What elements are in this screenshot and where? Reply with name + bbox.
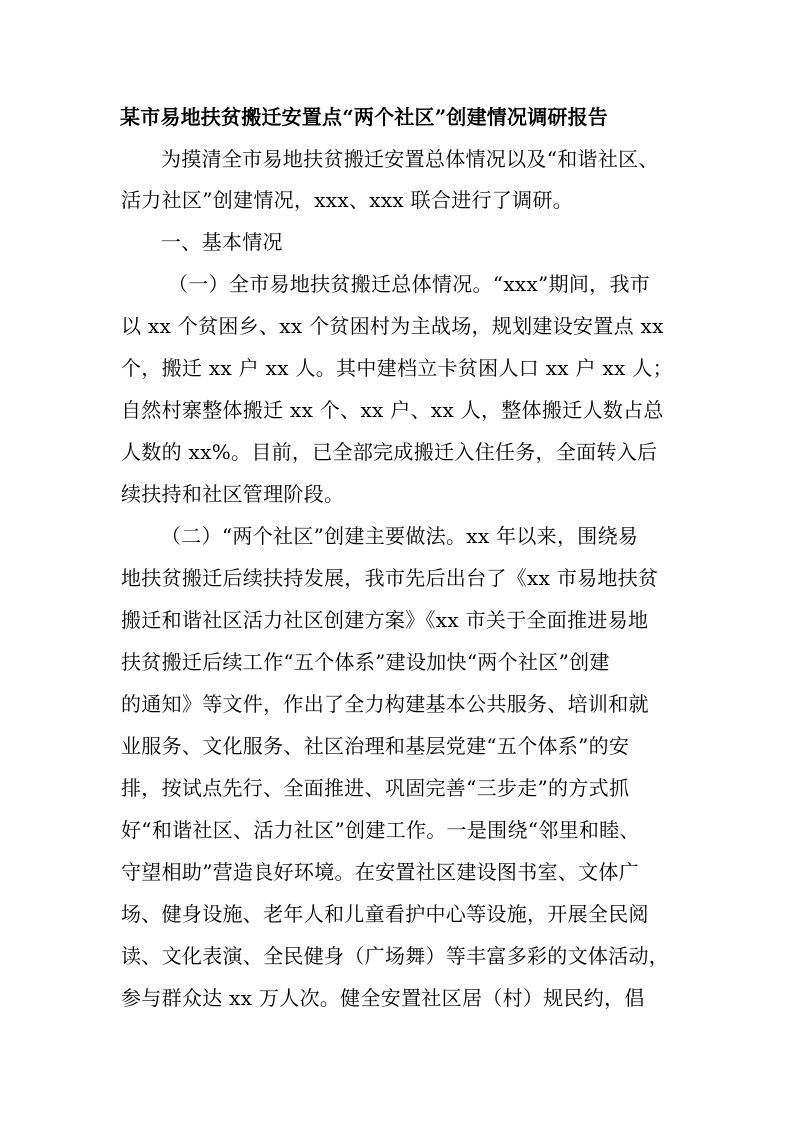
paragraph-line: （二）“两个社区”创建主要做法。xx 年以来，围绕易 xyxy=(161,524,639,548)
paragraph-line: 个，搬迁 xx 户 xx 人。其中建档立卡贫困人口 xx 户 xx 人； xyxy=(121,356,673,380)
paragraph-line: （一）全市易地扶贫搬迁总体情况。“xxx”期间，我市 xyxy=(168,272,651,296)
paragraph-line: 读、文化表演、全民健身（广场舞）等丰富多彩的文体活动， xyxy=(121,944,670,968)
paragraph-line: 守望相助”营造良好环境。在安置社区建设图书室、文体广 xyxy=(121,860,640,884)
paragraph-line: 业服务、文化服务、社区治理和基层党建“五个体系”的安 xyxy=(121,734,630,758)
paragraph-line: 扶贫搬迁后续工作“五个体系”建设加快“两个社区”创建 xyxy=(121,650,610,674)
paragraph-line: 活力社区”创建情况，xxx、xxx 联合进行了调研。 xyxy=(121,188,574,212)
paragraph-line: 地扶贫搬迁后续扶持发展，我市先后出台了《xx 市易地扶贫 xyxy=(121,566,659,590)
paragraph-line: 场、健身设施、老年人和儿童看护中心等设施，开展全民阅 xyxy=(121,902,649,926)
paragraph-line: 排，按试点先行、全面推进、巩固完善“三步走”的方式抓 xyxy=(121,776,630,800)
paragraph-line: 为摸清全市易地扶贫搬迁安置总体情况以及“和谐社区、 xyxy=(161,147,659,171)
paragraph-line: 参与群众达 xx 万人次。健全安置社区居（村）规民约，倡 xyxy=(121,986,645,1010)
paragraph-line: 自然村寨整体搬迁 xx 个、xx 户、xx 人，整体搬迁人数占总 xyxy=(121,398,664,422)
paragraph-line: 人数的 xx%。目前，已全部完成搬迁入住任务，全面转入后 xyxy=(121,440,658,464)
paragraph-line: 搬迁和谐社区活力社区创建方案》《xx 市关于全面推进易地 xyxy=(121,608,649,632)
paragraph-line: 续扶持和社区管理阶段。 xyxy=(121,482,345,506)
paragraph-line: 以 xx 个贫困乡、xx 个贫困村为主战场，规划建设安置点 xx xyxy=(121,314,664,338)
paragraph-line: 好“和谐社区、活力社区”创建工作。一是围绕“邻里和睦、 xyxy=(121,818,640,842)
section-heading: 一、基本情况 xyxy=(161,230,283,254)
paragraph-line: 的通知》等文件，作出了全力构建基本公共服务、培训和就 xyxy=(121,692,649,716)
document-title: 某市易地扶贫搬迁安置点“两个社区”创建情况调研报告 xyxy=(120,105,609,129)
